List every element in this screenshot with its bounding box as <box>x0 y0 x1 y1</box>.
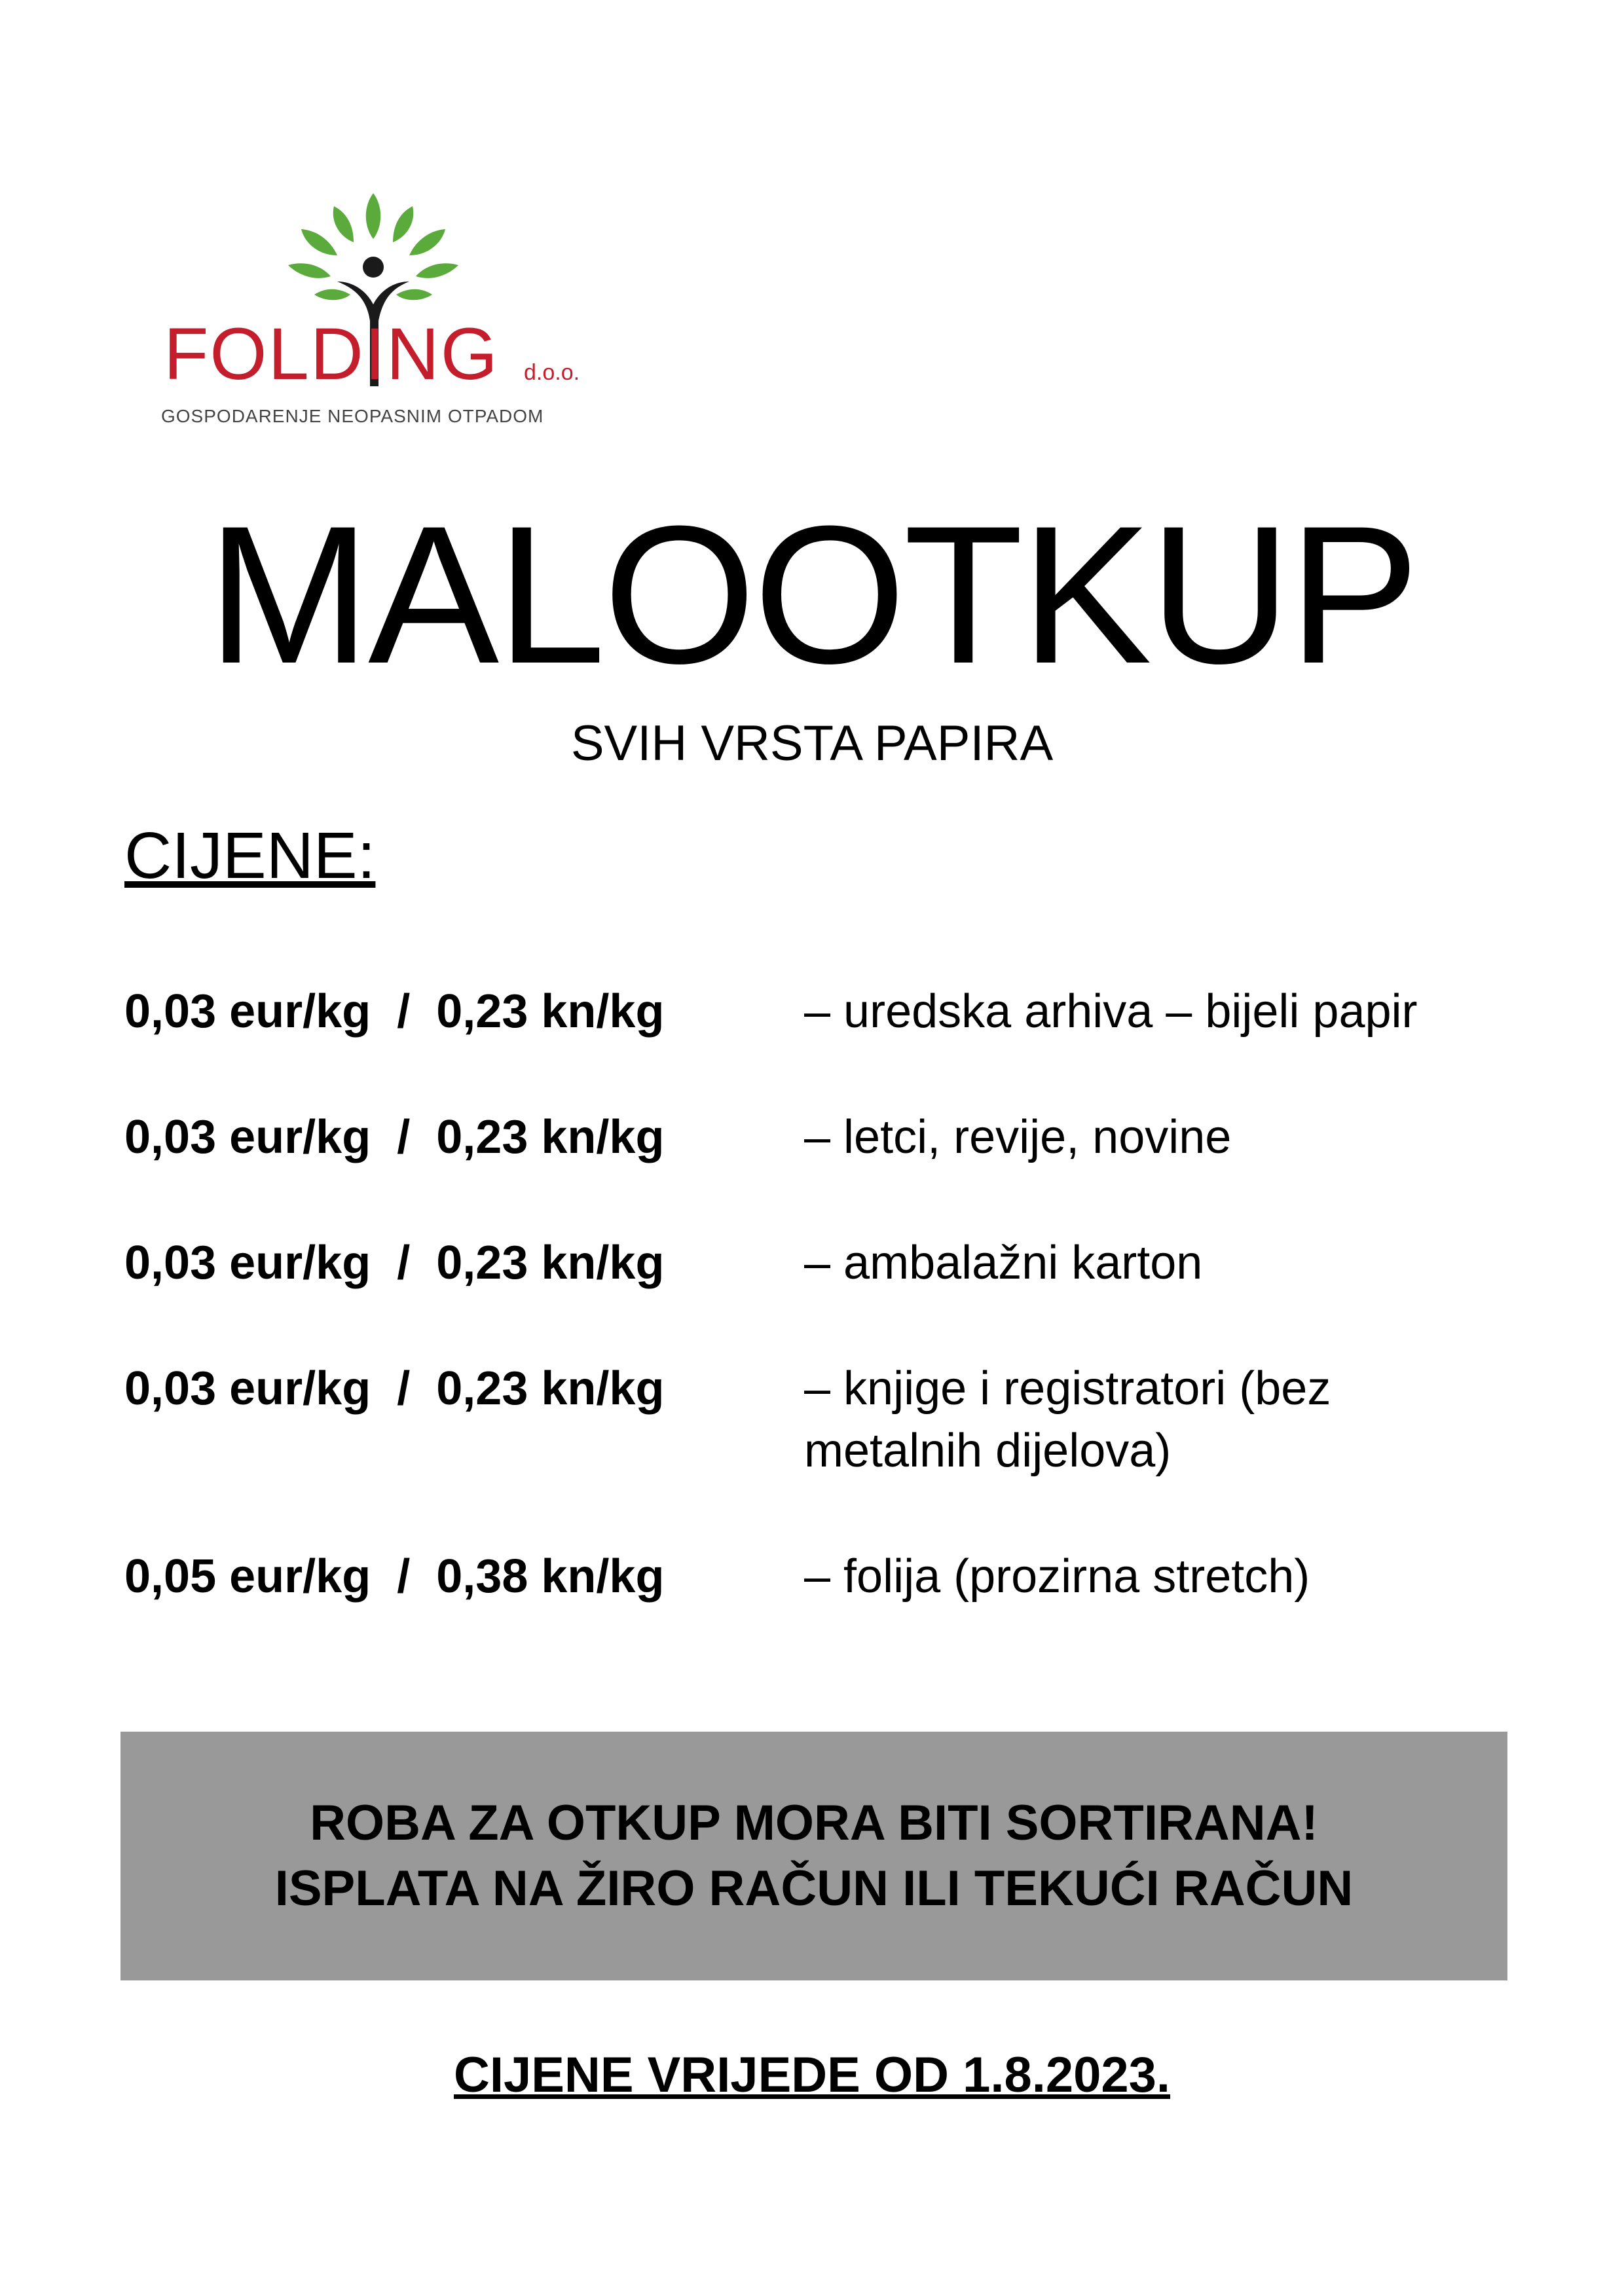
price-description: – letci, revije, novine <box>804 1111 1232 1163</box>
price-kn: 0,38 kn/kg <box>436 1550 665 1603</box>
price-description: – uredska arhiva – bijeli papir <box>804 985 1418 1038</box>
price-separator: / <box>397 1111 411 1163</box>
price-eur: 0,03 eur/kg <box>124 1237 371 1289</box>
price-eur: 0,05 eur/kg <box>124 1550 371 1603</box>
notice-line-payment: ISPLATA NA ŽIRO RAČUN ILI TEKUĆI RAČUN <box>274 1861 1354 1916</box>
price-description: – knjige i registratori (bez <box>804 1362 1331 1415</box>
price-kn: 0,23 kn/kg <box>436 1237 665 1289</box>
price-separator: / <box>397 1362 411 1415</box>
company-logo <box>157 190 616 439</box>
price-description-continued: metalnih dijelova) <box>804 1425 1172 1477</box>
price-eur: 0,03 eur/kg <box>124 1111 371 1163</box>
price-row <box>124 981 664 1043</box>
prices-heading: CIJENE: <box>124 819 376 892</box>
price-separator: / <box>397 1237 411 1289</box>
price-description: – ambalažni karton <box>804 1237 1203 1289</box>
price-row <box>124 1106 664 1169</box>
price-kn: 0,23 kn/kg <box>436 1362 665 1415</box>
page-subtitle: SVIH VRSTA PAPIRA <box>570 716 1054 771</box>
notice-line-sorting: ROBA ZA OTKUP MORA BITI SORTIRANA! <box>310 1795 1318 1851</box>
price-row <box>124 1232 664 1294</box>
price-row <box>124 1358 664 1420</box>
brand-tagline: GOSPODARENJE NEOPASNIM OTPADOM <box>161 406 544 426</box>
page-title: MALOOTKUP <box>207 484 1417 704</box>
notice-box <box>120 1732 1507 1980</box>
brand-suffix: d.o.o. <box>524 360 580 385</box>
price-separator: / <box>397 1550 411 1603</box>
price-eur: 0,03 eur/kg <box>124 1362 371 1415</box>
validity-date: CIJENE VRIJEDE OD 1.8.2023. <box>453 2047 1171 2103</box>
price-separator: / <box>397 985 411 1038</box>
price-kn: 0,23 kn/kg <box>436 1111 665 1163</box>
price-eur: 0,03 eur/kg <box>124 985 371 1038</box>
price-kn: 0,23 kn/kg <box>436 985 665 1038</box>
price-description: – folija (prozirna stretch) <box>804 1550 1310 1603</box>
brand-name: FOLDING <box>164 313 499 395</box>
price-row <box>124 1546 664 1608</box>
